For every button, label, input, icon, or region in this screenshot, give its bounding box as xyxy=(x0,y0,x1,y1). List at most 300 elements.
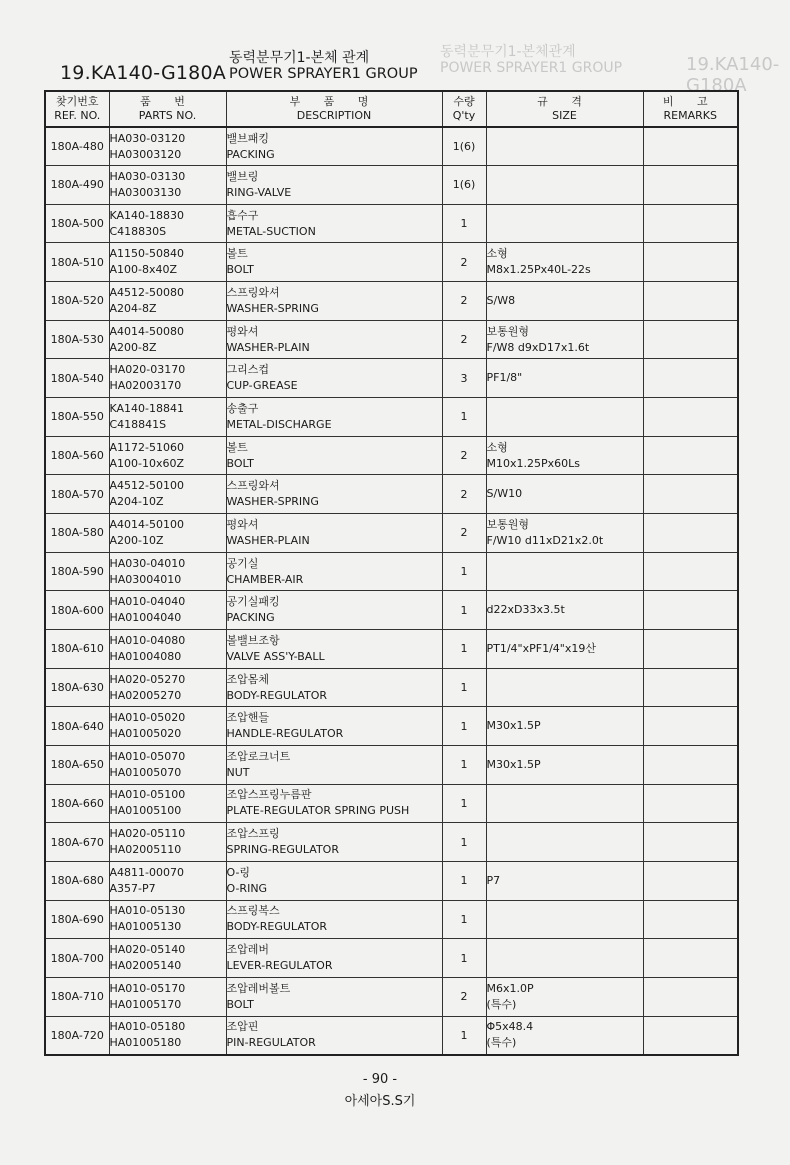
description-en: LEVER-REGULATOR xyxy=(226,959,333,973)
ref-no: 180A-680 xyxy=(45,861,109,900)
description xyxy=(226,166,442,205)
table-row xyxy=(45,475,738,514)
size xyxy=(486,977,643,1016)
remarks xyxy=(643,591,738,630)
parts-no-secondary: HA01005130 xyxy=(109,920,182,934)
quantity: 1 xyxy=(442,1016,486,1055)
description-ko: 스프링와셔 xyxy=(226,479,280,493)
description-ko: 밸브패킹 xyxy=(226,131,270,145)
size xyxy=(486,552,643,591)
size xyxy=(486,320,643,359)
size xyxy=(486,436,643,475)
parts-no xyxy=(109,977,226,1016)
description-en: BOLT xyxy=(226,263,254,277)
table-row xyxy=(45,243,738,282)
description-ko: 공기실 xyxy=(226,556,259,570)
table-row xyxy=(45,127,738,166)
quantity: 1(6) xyxy=(442,166,486,205)
parts-no-primary: HA010-04040 xyxy=(109,595,186,609)
quantity: 1 xyxy=(442,707,486,746)
description xyxy=(226,127,442,166)
description xyxy=(226,282,442,321)
parts-table xyxy=(44,90,739,1056)
size xyxy=(486,398,643,437)
description xyxy=(226,552,442,591)
parts-no-primary: HA010-04080 xyxy=(109,633,186,647)
remarks xyxy=(643,320,738,359)
parts-no xyxy=(109,591,226,630)
bleed-through-text: 동력분무기1-본체관계 POWER SPRAYER1 GROUP xyxy=(440,44,623,76)
parts-no-secondary: A100-8x40Z xyxy=(109,263,178,277)
description xyxy=(226,707,442,746)
parts-no xyxy=(109,784,226,823)
description-ko: 공기실패킹 xyxy=(226,595,280,609)
description-ko: 조압레버 xyxy=(226,943,270,957)
remarks xyxy=(643,746,738,785)
parts-no xyxy=(109,939,226,978)
ref-no: 180A-570 xyxy=(45,475,109,514)
ref-no: 180A-560 xyxy=(45,436,109,475)
size-line-1: PT1/4"xPF1/4"x19산 xyxy=(486,641,596,655)
remarks xyxy=(643,630,738,669)
description xyxy=(226,668,442,707)
table-row xyxy=(45,359,738,398)
table-row xyxy=(45,552,738,591)
description xyxy=(226,320,442,359)
parts-no-primary: HA020-03170 xyxy=(109,363,186,377)
table-row xyxy=(45,746,738,785)
quantity: 3 xyxy=(442,359,486,398)
parts-no xyxy=(109,707,226,746)
description-en: BOLT xyxy=(226,456,254,470)
ref-no: 180A-550 xyxy=(45,398,109,437)
parts-no xyxy=(109,746,226,785)
description xyxy=(226,861,442,900)
size xyxy=(486,861,643,900)
parts-no-primary: HA020-05140 xyxy=(109,943,186,957)
parts-no xyxy=(109,861,226,900)
description-en: PLATE-REGULATOR SPRING PUSH xyxy=(226,804,410,818)
parts-no xyxy=(109,127,226,166)
table-header-row xyxy=(45,91,738,127)
parts-no-secondary: A200-8Z xyxy=(109,340,157,354)
description-ko: 조압핀 xyxy=(226,1020,259,1034)
ref-no: 180A-590 xyxy=(45,552,109,591)
size-line-1: S/W10 xyxy=(486,487,523,501)
table-row xyxy=(45,977,738,1016)
description-en: O-RING xyxy=(226,881,268,895)
col-description: 부 품 명 DESCRIPTION xyxy=(226,91,442,127)
table-row xyxy=(45,784,738,823)
parts-no-secondary: HA01005070 xyxy=(109,765,182,779)
parts-no xyxy=(109,436,226,475)
remarks xyxy=(643,243,738,282)
size xyxy=(486,243,643,282)
table-row xyxy=(45,707,738,746)
quantity: 1 xyxy=(442,900,486,939)
parts-no-secondary: HA01005020 xyxy=(109,727,182,741)
col-size: 규 격 SIZE xyxy=(486,91,643,127)
ref-no: 180A-710 xyxy=(45,977,109,1016)
ref-no: 180A-510 xyxy=(45,243,109,282)
parts-no-primary: HA030-03130 xyxy=(109,169,186,183)
quantity: 1 xyxy=(442,668,486,707)
ref-no: 180A-540 xyxy=(45,359,109,398)
parts-no xyxy=(109,668,226,707)
table-row xyxy=(45,861,738,900)
description-ko: 그리스컵 xyxy=(226,363,270,377)
col-remarks: 비 고 REMARKS xyxy=(643,91,738,127)
description-en: CUP-GREASE xyxy=(226,379,298,393)
quantity: 2 xyxy=(442,475,486,514)
quantity: 1 xyxy=(442,398,486,437)
description xyxy=(226,514,442,553)
parts-no-secondary: HA02005110 xyxy=(109,843,182,857)
size xyxy=(486,204,643,243)
ref-no: 180A-530 xyxy=(45,320,109,359)
remarks xyxy=(643,939,738,978)
ref-no: 180A-580 xyxy=(45,514,109,553)
parts-no xyxy=(109,359,226,398)
description xyxy=(226,900,442,939)
table-row xyxy=(45,630,738,669)
description xyxy=(226,243,442,282)
description-ko: 조압로크너트 xyxy=(226,749,291,763)
ref-no: 180A-630 xyxy=(45,668,109,707)
parts-no-primary: HA010-05170 xyxy=(109,981,186,995)
description-en: METAL-SUCTION xyxy=(226,224,316,238)
table-row xyxy=(45,282,738,321)
description-en: WASHER-SPRING xyxy=(226,301,319,315)
parts-no-secondary: HA01005170 xyxy=(109,997,182,1011)
remarks xyxy=(643,436,738,475)
description-en: WASHER-PLAIN xyxy=(226,533,310,547)
size xyxy=(486,1016,643,1055)
quantity: 1 xyxy=(442,746,486,785)
parts-no-secondary: HA03003120 xyxy=(109,147,182,161)
parts-no-secondary: C418830S xyxy=(109,224,167,238)
size-line-1: M30x1.5P xyxy=(486,719,541,733)
parts-no-secondary: A357-P7 xyxy=(109,881,156,895)
description-ko: 볼트 xyxy=(226,440,248,454)
table-row xyxy=(45,514,738,553)
size xyxy=(486,127,643,166)
parts-no xyxy=(109,475,226,514)
parts-no-primary: A4512-50080 xyxy=(109,285,184,299)
size xyxy=(486,166,643,205)
remarks xyxy=(643,668,738,707)
remarks xyxy=(643,977,738,1016)
table-row xyxy=(45,591,738,630)
parts-no xyxy=(109,552,226,591)
quantity: 2 xyxy=(442,282,486,321)
col-parts-no: 품 번 PARTS NO. xyxy=(109,91,226,127)
page-number: - 90 - xyxy=(362,1072,398,1087)
description-ko: 볼트 xyxy=(226,247,248,261)
description xyxy=(226,784,442,823)
ref-no: 180A-720 xyxy=(45,1016,109,1055)
size xyxy=(486,707,643,746)
ref-no: 180A-640 xyxy=(45,707,109,746)
ref-no: 180A-700 xyxy=(45,939,109,978)
size xyxy=(486,630,643,669)
size-line-2: M8x1.25Px40L-22s xyxy=(486,263,591,277)
remarks xyxy=(643,166,738,205)
parts-no-primary: A1150-50840 xyxy=(109,247,184,261)
description xyxy=(226,398,442,437)
description-ko: 볼밸브조항 xyxy=(226,633,280,647)
remarks xyxy=(643,900,738,939)
description-ko: 스프링와셔 xyxy=(226,285,280,299)
parts-no-secondary: HA03003130 xyxy=(109,185,182,199)
description xyxy=(226,1016,442,1055)
table-row xyxy=(45,668,738,707)
parts-no-secondary: A200-10Z xyxy=(109,533,164,547)
description-ko: 조압스프링누름판 xyxy=(226,788,312,802)
remarks xyxy=(643,127,738,166)
parts-no-primary: A4811-00070 xyxy=(109,865,184,879)
parts-no-secondary: HA02005270 xyxy=(109,688,182,702)
description-ko: 평와셔 xyxy=(226,517,259,531)
table-row xyxy=(45,398,738,437)
quantity: 1 xyxy=(442,784,486,823)
size xyxy=(486,900,643,939)
description-ko: 송출구 xyxy=(226,401,259,415)
parts-no-secondary: HA01005100 xyxy=(109,804,182,818)
remarks xyxy=(643,514,738,553)
ref-no: 180A-660 xyxy=(45,784,109,823)
size-line-1: d22xD33x3.5t xyxy=(486,603,565,617)
ref-no: 180A-490 xyxy=(45,166,109,205)
parts-no xyxy=(109,282,226,321)
size-line-1: PF1/8" xyxy=(486,371,523,385)
parts-no-secondary: HA02005140 xyxy=(109,959,182,973)
group-title xyxy=(229,50,418,82)
description-en: WASHER-SPRING xyxy=(226,495,319,509)
remarks xyxy=(643,282,738,321)
size-line-2: F/W10 d11xD21x2.0t xyxy=(486,533,604,547)
quantity: 1 xyxy=(442,630,486,669)
size-line-1: 소형 xyxy=(486,440,508,454)
parts-no-primary: HA030-03120 xyxy=(109,131,186,145)
parts-no xyxy=(109,166,226,205)
col-ref: 찾기번호 REF. NO. xyxy=(45,91,109,127)
parts-no-secondary: A204-10Z xyxy=(109,495,164,509)
description-en: RING-VALVE xyxy=(226,185,292,199)
parts-no-primary: HA020-05110 xyxy=(109,827,186,841)
parts-no-secondary: A204-8Z xyxy=(109,301,157,315)
description-ko: 조압핸들 xyxy=(226,711,270,725)
quantity: 1 xyxy=(442,552,486,591)
size-line-1: P7 xyxy=(486,873,501,887)
ref-no: 180A-690 xyxy=(45,900,109,939)
size-line-1: Φ5x48.4 xyxy=(486,1020,534,1034)
size xyxy=(486,591,643,630)
company-name: 아세아S.S기 xyxy=(344,1094,416,1109)
size-line-1: M6x1.0P xyxy=(486,981,534,995)
size xyxy=(486,823,643,862)
ref-no: 180A-500 xyxy=(45,204,109,243)
quantity: 1 xyxy=(442,204,486,243)
ref-no: 180A-670 xyxy=(45,823,109,862)
quantity: 2 xyxy=(442,320,486,359)
remarks xyxy=(643,707,738,746)
quantity: 1 xyxy=(442,591,486,630)
parts-no-primary: HA020-05270 xyxy=(109,672,186,686)
table-row xyxy=(45,939,738,978)
size-line-2: M10x1.25Px60Ls xyxy=(486,456,580,470)
description-en: WASHER-PLAIN xyxy=(226,340,310,354)
size xyxy=(486,514,643,553)
parts-no-secondary: HA03004010 xyxy=(109,572,182,586)
ref-no: 180A-520 xyxy=(45,282,109,321)
description xyxy=(226,630,442,669)
parts-no-secondary: HA02003170 xyxy=(109,379,182,393)
table-row xyxy=(45,1016,738,1055)
size xyxy=(486,746,643,785)
col-qty: 수량 Q'ty xyxy=(442,91,486,127)
parts-no-secondary: HA01004080 xyxy=(109,649,182,663)
description-en: BODY-REGULATOR xyxy=(226,688,328,702)
description xyxy=(226,977,442,1016)
remarks xyxy=(643,475,738,514)
ref-no: 180A-610 xyxy=(45,630,109,669)
parts-no xyxy=(109,900,226,939)
parts-no xyxy=(109,243,226,282)
parts-no-secondary: HA01004040 xyxy=(109,611,182,625)
ref-no: 180A-650 xyxy=(45,746,109,785)
size xyxy=(486,475,643,514)
description-ko: 조압몸체 xyxy=(226,672,270,686)
size-line-2: (특수) xyxy=(486,1036,517,1050)
parts-no-primary: A4512-50100 xyxy=(109,479,184,493)
parts-no-primary: HA010-05130 xyxy=(109,904,186,918)
parts-no-secondary: C418841S xyxy=(109,417,167,431)
table-row xyxy=(45,320,738,359)
description-en: SPRING-REGULATOR xyxy=(226,843,339,857)
parts-no xyxy=(109,1016,226,1055)
group-title-en: POWER SPRAYER1 GROUP xyxy=(229,66,418,82)
parts-no xyxy=(109,823,226,862)
description xyxy=(226,359,442,398)
remarks xyxy=(643,552,738,591)
description xyxy=(226,746,442,785)
parts-no xyxy=(109,398,226,437)
parts-no-secondary: HA01005180 xyxy=(109,1036,182,1050)
table-row xyxy=(45,166,738,205)
size-line-1: 보통원형 xyxy=(486,517,530,531)
description-ko: 조압스프링 xyxy=(226,827,280,841)
description-en: METAL-DISCHARGE xyxy=(226,417,332,431)
description-ko: O-링 xyxy=(226,865,251,879)
parts-no-primary: HA010-05020 xyxy=(109,711,186,725)
size xyxy=(486,359,643,398)
quantity: 2 xyxy=(442,977,486,1016)
table-row xyxy=(45,204,738,243)
quantity: 1 xyxy=(442,823,486,862)
description-en: BOLT xyxy=(226,997,254,1011)
description-ko: 조압레버볼트 xyxy=(226,981,291,995)
quantity: 1 xyxy=(442,939,486,978)
description-ko: 밸브링 xyxy=(226,169,259,183)
size-line-1: 보통원형 xyxy=(486,324,530,338)
description-en: CHAMBER-AIR xyxy=(226,572,304,586)
description xyxy=(226,939,442,978)
quantity: 1(6) xyxy=(442,127,486,166)
parts-no-secondary: A100-10x60Z xyxy=(109,456,185,470)
group-title-ko: 동력분무기1-본체 관계 xyxy=(229,50,370,66)
description xyxy=(226,436,442,475)
remarks xyxy=(643,861,738,900)
parts-no xyxy=(109,204,226,243)
parts-no-primary: A4014-50080 xyxy=(109,324,184,338)
remarks xyxy=(643,359,738,398)
ref-no: 180A-600 xyxy=(45,591,109,630)
table-row xyxy=(45,900,738,939)
remarks xyxy=(643,823,738,862)
description-en: NUT xyxy=(226,765,250,779)
size xyxy=(486,784,643,823)
remarks xyxy=(643,398,738,437)
parts-no-primary: HA010-05100 xyxy=(109,788,186,802)
description xyxy=(226,823,442,862)
parts-no-primary: HA010-05070 xyxy=(109,749,186,763)
description-en: PIN-REGULATOR xyxy=(226,1036,316,1050)
table-row xyxy=(45,823,738,862)
size xyxy=(486,668,643,707)
description-en: HANDLE-REGULATOR xyxy=(226,727,344,741)
parts-no-primary: A4014-50100 xyxy=(109,517,184,531)
remarks xyxy=(643,204,738,243)
description-en: PACKING xyxy=(226,147,275,161)
parts-no xyxy=(109,630,226,669)
parts-no xyxy=(109,320,226,359)
parts-no-primary: A1172-51060 xyxy=(109,440,184,454)
parts-no xyxy=(109,514,226,553)
ref-no: 180A-480 xyxy=(45,127,109,166)
quantity: 1 xyxy=(442,861,486,900)
parts-no-primary: KA140-18830 xyxy=(109,208,185,222)
table-row xyxy=(45,436,738,475)
parts-no-primary: HA010-05180 xyxy=(109,1020,186,1034)
size-line-1: M30x1.5P xyxy=(486,757,541,771)
size-line-1: S/W8 xyxy=(486,293,516,307)
description-en: VALVE ASS'Y-BALL xyxy=(226,649,325,663)
remarks xyxy=(643,1016,738,1055)
parts-no-primary: HA030-04010 xyxy=(109,556,186,570)
parts-no-primary: KA140-18841 xyxy=(109,401,185,415)
quantity: 2 xyxy=(442,514,486,553)
quantity: 2 xyxy=(442,436,486,475)
description-ko: 평와셔 xyxy=(226,324,259,338)
description-en: BODY-REGULATOR xyxy=(226,920,328,934)
description xyxy=(226,591,442,630)
description-ko: 스프링복스 xyxy=(226,904,280,918)
quantity: 2 xyxy=(442,243,486,282)
size xyxy=(486,939,643,978)
size-line-2: F/W8 d9xD17x1.6t xyxy=(486,340,590,354)
description-ko: 흡수구 xyxy=(226,208,259,222)
description-en: PACKING xyxy=(226,611,275,625)
model-title: 19.KA140-G180A xyxy=(60,62,226,84)
size-line-1: 소형 xyxy=(486,247,508,261)
remarks xyxy=(643,784,738,823)
bleed-through-model: 19.KA140-G180A xyxy=(686,54,780,96)
description xyxy=(226,204,442,243)
size-line-2: (특수) xyxy=(486,997,517,1011)
description xyxy=(226,475,442,514)
size xyxy=(486,282,643,321)
